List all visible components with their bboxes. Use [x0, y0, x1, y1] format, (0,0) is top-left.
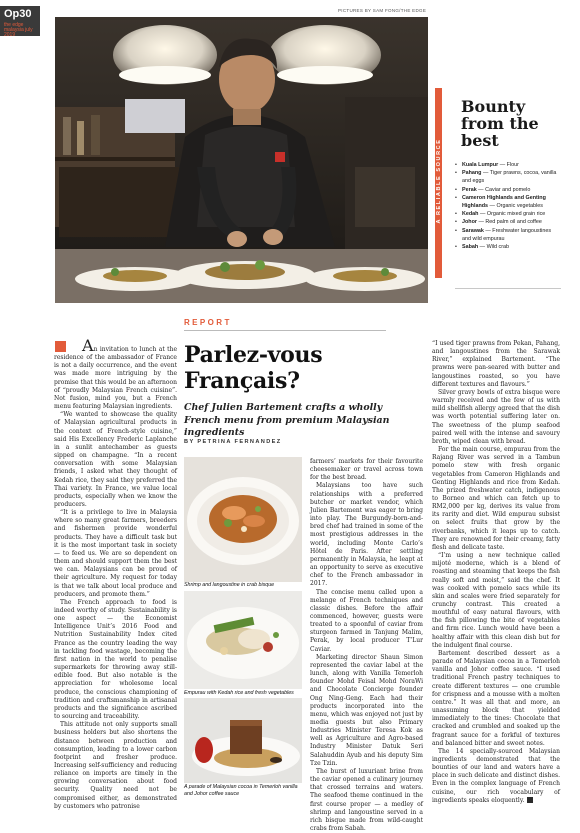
paragraph-text: “I’m using a new technique called mijoté moderne, which is a blend of roasting and steaming that keeps the fish really soft and moist,” said the chef. It was cooked with pomelo sacs while its skin and scales were fried separately for crunchy contrast. This created a mouthful of easy natural flavours, with the fish pillowing the bite of vegetables and firm rice. Lunch would have been a healthy affair with this clean dish but for the indulgent final course.	[432, 552, 560, 649]
drop-cap: A	[82, 336, 94, 355]
sidebar-item-produce: Tiger prawns, cocoa, vanilla and eggs	[462, 170, 557, 185]
sidebar-divider	[455, 288, 561, 289]
article-paragraph	[310, 654, 423, 768]
sidebar-item-produce: Organic mixed grain rice	[486, 211, 546, 218]
article-paragraph	[310, 458, 423, 482]
standfirst: Chef Julien Bartement crafts a wholly French menu from premium Malaysian ingredients	[184, 402, 390, 438]
sidebar-list-item: • Kuala Lumpur — Flour	[455, 161, 560, 169]
article-paragraph	[54, 411, 177, 509]
section-rule	[184, 330, 386, 331]
photo-caption-1: Shrimp and langoustine in crab bisque	[184, 582, 275, 588]
hero-photo-chef	[55, 17, 428, 303]
sidebar-item-region: Kedah	[462, 211, 479, 218]
sidebar-list-item: • Perak — Caviar and pomelo	[455, 186, 560, 194]
article-paragraph	[54, 599, 177, 721]
sidebar-item-region: Johor	[462, 219, 477, 226]
article-column-2	[310, 458, 423, 833]
photo-credit: PICTURES BY SAM FONG/THE EDGE	[338, 8, 427, 13]
article-paragraph	[432, 650, 560, 748]
article-paragraph	[310, 589, 423, 654]
sidebar-label-text: A RELIABLE SOURCE	[436, 138, 442, 224]
sidebar-list-item: • Kedah — Organic mixed grain rice	[455, 210, 560, 218]
article-paragraph	[432, 748, 560, 805]
article-paragraph	[54, 336, 177, 411]
headline: Parlez-vous Français?	[184, 342, 323, 394]
paragraph-text: “We wanted to showcase the quality of Malaysian agricultural products in the context of French-style cuisine,” said His Excellency Frederic Laplanche in a sunlit antechamber as guests sipped on champagne. “In a recent conversation with some Malaysian friends, I asked what they thought of Kedah rice, they said they preferred the Thai variety. In France, we value local products, especially when we know the producers.	[54, 411, 177, 508]
sidebar-item-region: Kuala Lumpur	[462, 162, 499, 168]
article-paragraph	[432, 389, 560, 446]
page-number: Op30	[4, 8, 32, 20]
photo-shrimp-bisque	[184, 457, 302, 582]
sidebar-list-item: • Johor — Red palm oil and coffee	[455, 218, 560, 226]
paragraph-text: The burst of luxuriant brine from the caviar opened a culinary journey that crossed terrains and waters. The seafood theme continued in the first course proper — a medley of shrimp and langoustine served in a rich bisque made from wild-caught crabs from Sabah.	[310, 767, 423, 833]
paragraph-text: For the main course, empurau from the Rajang River was served in a Tambun pomelo stew with fresh organic vegetables from Cameron Highlands and Genting Highlands and rice from Kedah. The prized freshwater catch, indigenous to Borneo and which can fetch up to RM2,000 per kg, derives its value from its rarity and diet. Wild empurau subsist on select fruits that grow by the riverbanks, which it leaps up to catch. They are renowned for their creamy, fatty flesh and delicate taste.	[432, 446, 560, 551]
sidebar-item-region: Cameron Highlands and Genting Highlands	[462, 194, 546, 210]
sidebar-list-item: • Sarawak — Freshwater langoustines and wild empurau	[455, 227, 560, 243]
paragraph-text: “I used tiger prawns from Pekan, Pahang, and langoustines from the Sarawak River,” explained Bartement. “The prawns were pan-seared with butter and langoustines roasted, so you have different textures and flavours.”	[432, 340, 560, 388]
paragraph-text: “It is a privilege to live in Malaysia where so many great farmers, breeders and fishermen provide wonderful products. They have a difficult task but it is the most important task in society — to feed us. We are so dependent on them and should support them the best we can. Malaysians can be proud of their agriculture. My request for today is that we talk about local produce and producers, and promote them.”	[54, 509, 177, 598]
sidebar-item-produce: Flour	[506, 162, 519, 168]
article-column-1	[54, 336, 177, 810]
paragraph-text: The 14 specially-sourced Malaysian ingredients demonstrated that the bounties of our land and waters have a place in such delicate and distinct dishes. Even in the complex language of French cuisine, our rich vocabulary of ingredients speaks eloquently.	[432, 747, 560, 804]
sidebar-title: Bounty from the best	[461, 97, 539, 150]
sidebar-item-produce: Organic vegetables	[496, 203, 543, 210]
photo-cocoa-dessert	[184, 698, 302, 783]
paragraph-text: farmers’ markets for their favourite cheesemaker or travel across town for the best bread.	[310, 458, 423, 482]
article-paragraph	[432, 340, 560, 389]
paragraph-text: Marketing director Shaun Simon represented the caviar label at the lunch, along with Vanilla Temerloh founder Mohd Feisal Mohd NoraWi and Chocolate Concierge founder Ong Ning-Geng. Each had their products incorporated into the menu, which was enjoyed not just by media guests but also Primary Industries Minister Teresa Kok as well as Agriculture and Agro-based Industry Minister Datuk Seri Salahuddin Ayub and his deputy Sim Tze Tzin.	[310, 653, 423, 767]
article-paragraph	[54, 509, 177, 599]
paragraph-text: This attitude not only supports small business holders but also shortens the distance between production and consumption, leading to a lower carbon footprint and fresher produce. Increasing self-sufficiency and reducing reliance on imports are timely in the growing conversation about food security. Quality need not be compromised either, as demonstrated by customers who patronise	[54, 721, 177, 810]
article-paragraph	[432, 446, 560, 552]
sidebar-list-item: • Sabah — Wild crab	[455, 243, 560, 251]
section-label: REPORT	[184, 318, 232, 327]
article-paragraph	[54, 721, 177, 811]
article-column-3	[432, 340, 560, 804]
article-paragraph	[310, 768, 423, 833]
sidebar-list-item: • Cameron Highlands and Genting Highlands — Organic vegetables	[455, 194, 560, 210]
paragraph-text: The concise menu called upon a melange of French techniques and classic dishes. Before the affair commenced, however, guests were treated to a spoonful of caviar from sturgeon farmed in Tanjung Malim, Perak, by local producer T’Lur Caviar.	[310, 588, 423, 653]
photo-caption-3: A parade of Malaysian cocoa in Temerloh vanilla and Johor coffee sauce	[184, 784, 298, 797]
sidebar-item-produce: Wild crab	[486, 244, 510, 251]
sidebar-item-region: Perak	[462, 186, 477, 193]
end-mark: E	[527, 797, 533, 803]
sidebar-list	[455, 161, 560, 251]
photo-empurau	[184, 591, 302, 689]
sidebar-item-produce: Freshwater langoustines and wild empurau	[462, 227, 552, 242]
paragraph-text: The French approach to food is indeed worthy of study. Sustainability is one aspect — the Economist Intelligence Unit’s 2016 Food and Nutrition Sustainability Index cited France as the country leading the way in tackling food wastage, becoming the first nation in the world to penalise supermarkets for throwing away still-edible food. But also notable is the appreciation for wholesome local produce, the conscious championing of tradition and craftsmanship in artisanal products and the significance ascribed to sourcing and traceability.	[54, 598, 177, 721]
sidebar-item-region: Pahang	[462, 170, 482, 177]
sidebar-item-produce: Red palm oil and coffee	[485, 219, 542, 226]
sidebar-list-item: • Pahang — Tiger prawns, cocoa, vanilla and eggs	[455, 169, 560, 185]
paragraph-text: n invitation to lunch at the residence of the ambassador of France is not a daily occurrence, and the event was made more intriguing by the promise that this would be an afternoon of “proudly Malaysian French cuisine”. Not fusion, mind you, but a French menu featuring Malaysian ingredients.	[54, 346, 177, 411]
byline: BY PETRINA FERNANDEZ	[184, 439, 282, 445]
article-paragraph	[432, 552, 560, 650]
article-paragraph	[310, 482, 423, 588]
paragraph-text: Malaysians too have such relationships with a preferred butcher or market vendor, which Julien Bartement was eager to bring into play. The Burgundy-born-and-bred chef had trained in some of the most prestigious addresses in the world, including Monte Carlo’s Hôtel de Paris. After settling permanently in Malaysia, he leapt at an opportunity to serve as executive chef to the French ambassador in 2017.	[310, 482, 423, 588]
sidebar-item-region: Sabah	[462, 244, 479, 251]
paragraph-text: Bartement described dessert as a parade of Malaysian cocoa in a Temerloh vanilla and Johor coffee sauce. “I used traditional French pastry techniques to create different textures — one crumble for crispness and a mousse with a molten centre.” It was all that and more, an unassuming block that yielded immediately to the tines: Chocolate that cracked and crumbled and soaked up the fragrant sauce for a forkful of textures and balanced bitter and sweet notes.	[432, 649, 560, 747]
paragraph-text: Silver gravy bowls of extra bisque were warmly received and the few of us with mild shellfish allergy agreed that the dish was worth potential suffering later on. The sweetness of the plump seafood paired well with the intense and savoury broth, wiped clean with bread.	[432, 388, 560, 445]
sidebar-item-produce: Caviar and pomelo	[485, 186, 531, 193]
sidebar-vertical-label	[435, 92, 442, 272]
issue-date: the edge malaysia july 2019	[4, 22, 33, 38]
photo-caption-2: Empurau with Kedah rice and fresh vegetables	[184, 690, 294, 696]
sidebar-item-region: Sarawak	[462, 227, 484, 234]
page-number-tag	[0, 6, 40, 36]
